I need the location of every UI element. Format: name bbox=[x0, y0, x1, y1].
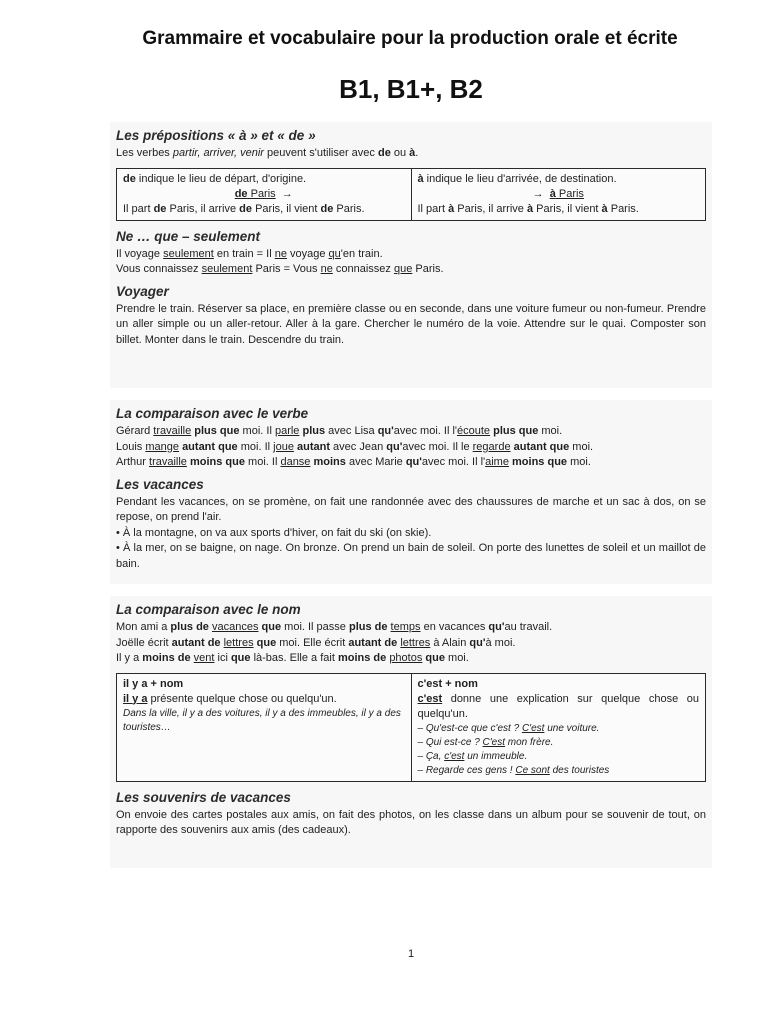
ne-que-line-2: Vous connaissez seulement Paris = Vous ne connaissez que Paris. bbox=[116, 263, 444, 275]
document-title: Grammaire et vocabulaire pour la production orale et écrite bbox=[142, 28, 678, 49]
section-heading-ne-que: Ne … que – seulement bbox=[116, 228, 261, 244]
section-heading-souvenirs: Les souvenirs de vacances bbox=[116, 789, 291, 805]
cest-column: c'est + nom c'est donne une explication sur quelque chose ou quelqu'un. – Qu'est-ce que c'est ? C'est une voiture. – Qui est-ce ? C'est mon frère. – Ça, c'est un immeuble. – Regarde ces gens ! Ce sont des touristes bbox=[411, 674, 706, 781]
voyager-text: Prendre le train. Réserver sa place, en première classe ou en seconde, dans une voiture fumeur ou non-fumeur. Prendre un aller simple ou un aller-retour. Aller à la gare. Chercher le numéro de la voie. Attendre sur le quai. Composter son billet. Monter dans le train. Descendre du train. bbox=[116, 302, 706, 346]
de-column: de indique le lieu de départ, d'origine. de Paris → Il part de Paris, il arrive de Paris, il vient de Paris. bbox=[123, 172, 365, 215]
page-number: 1 bbox=[407, 948, 415, 960]
vacances-bullet-mountain: • À la montagne, on va aux sports d'hiver, on fait du ski (on skie). bbox=[116, 526, 432, 539]
comparison-noun-line-2: Joëlle écrit autant de lettres que moi. Elle écrit autant de lettres à Alain qu'à moi. bbox=[116, 636, 516, 649]
scan-block-comparison-noun bbox=[110, 596, 712, 868]
il-y-a-column: il y a + nom il y a présente quelque chose ou quelqu'un. Dans la ville, il y a des voitures, il y a des immeubles, il y a des touristes… bbox=[123, 677, 401, 733]
section-heading-comparison-verb: La comparaison avec le verbe bbox=[116, 406, 309, 421]
il-y-a-cest-table bbox=[116, 673, 706, 782]
section-heading-prepositions: Les prépositions « à » et « de » bbox=[116, 128, 316, 143]
level-heading: B1, B1+, B2 bbox=[339, 74, 483, 104]
comparison-verb-line-1: Gérard travaille plus que moi. Il parle plus avec Lisa qu'avec moi. Il l'écoute plus que moi. bbox=[116, 425, 563, 437]
scan-block-comparison-verb bbox=[110, 400, 712, 584]
section-heading-voyager: Voyager bbox=[116, 283, 169, 299]
a-column: à indique le lieu d'arrivée, de destination. → à Paris Il part à Paris, il arrive à Paris, il vient à Paris. bbox=[411, 169, 706, 220]
scan-block-prepositions bbox=[110, 122, 712, 388]
ne-que-line-1: Il voyage seulement en train = Il ne voyage qu'en train. bbox=[116, 247, 383, 260]
section-heading-comparison-noun: La comparaison avec le nom bbox=[116, 602, 301, 617]
arrow-right-icon: → bbox=[532, 187, 544, 200]
vacances-bullet-sea: • À la mer, on se baigne, on nage. On bronze. On prend un bain de soleil. On porte des lunettes de soleil et un maillot de bain. bbox=[116, 542, 706, 570]
souvenirs-text: On envoie des cartes postales aux amis, on fait des photos, on les classe dans un album pour se souvenir de tout, on rapporte des souvenirs aux amis (des cadeaux). bbox=[116, 808, 706, 836]
comparison-noun-line-1: Mon ami a plus de vacances que moi. Il passe plus de temps en vacances qu'au travail. bbox=[116, 621, 553, 633]
prepositions-intro: Les verbes partir, arriver, venir peuvent s'utiliser avec de ou à. bbox=[116, 147, 419, 159]
section-heading-vacances: Les vacances bbox=[116, 476, 204, 492]
comparison-verb-line-2: Louis mange autant que moi. Il joue autant avec Jean qu'avec moi. Il le regarde autant que moi. bbox=[116, 440, 594, 453]
prepositions-table bbox=[116, 168, 706, 221]
comparison-verb-line-3: Arthur travaille moins que moi. Il danse moins avec Marie qu'avec moi. Il l'aime moins que moi. bbox=[116, 456, 591, 468]
arrow-right-icon: → bbox=[281, 187, 293, 200]
comparison-noun-line-3: Il y a moins de vent ici que là-bas. Elle a fait moins de photos que moi. bbox=[116, 652, 469, 664]
vacances-text: Pendant les vacances, on se promène, on fait une randonnée avec des chaussures de marche et un sac à dos, on se repose, on prend l'air. bbox=[116, 495, 706, 523]
